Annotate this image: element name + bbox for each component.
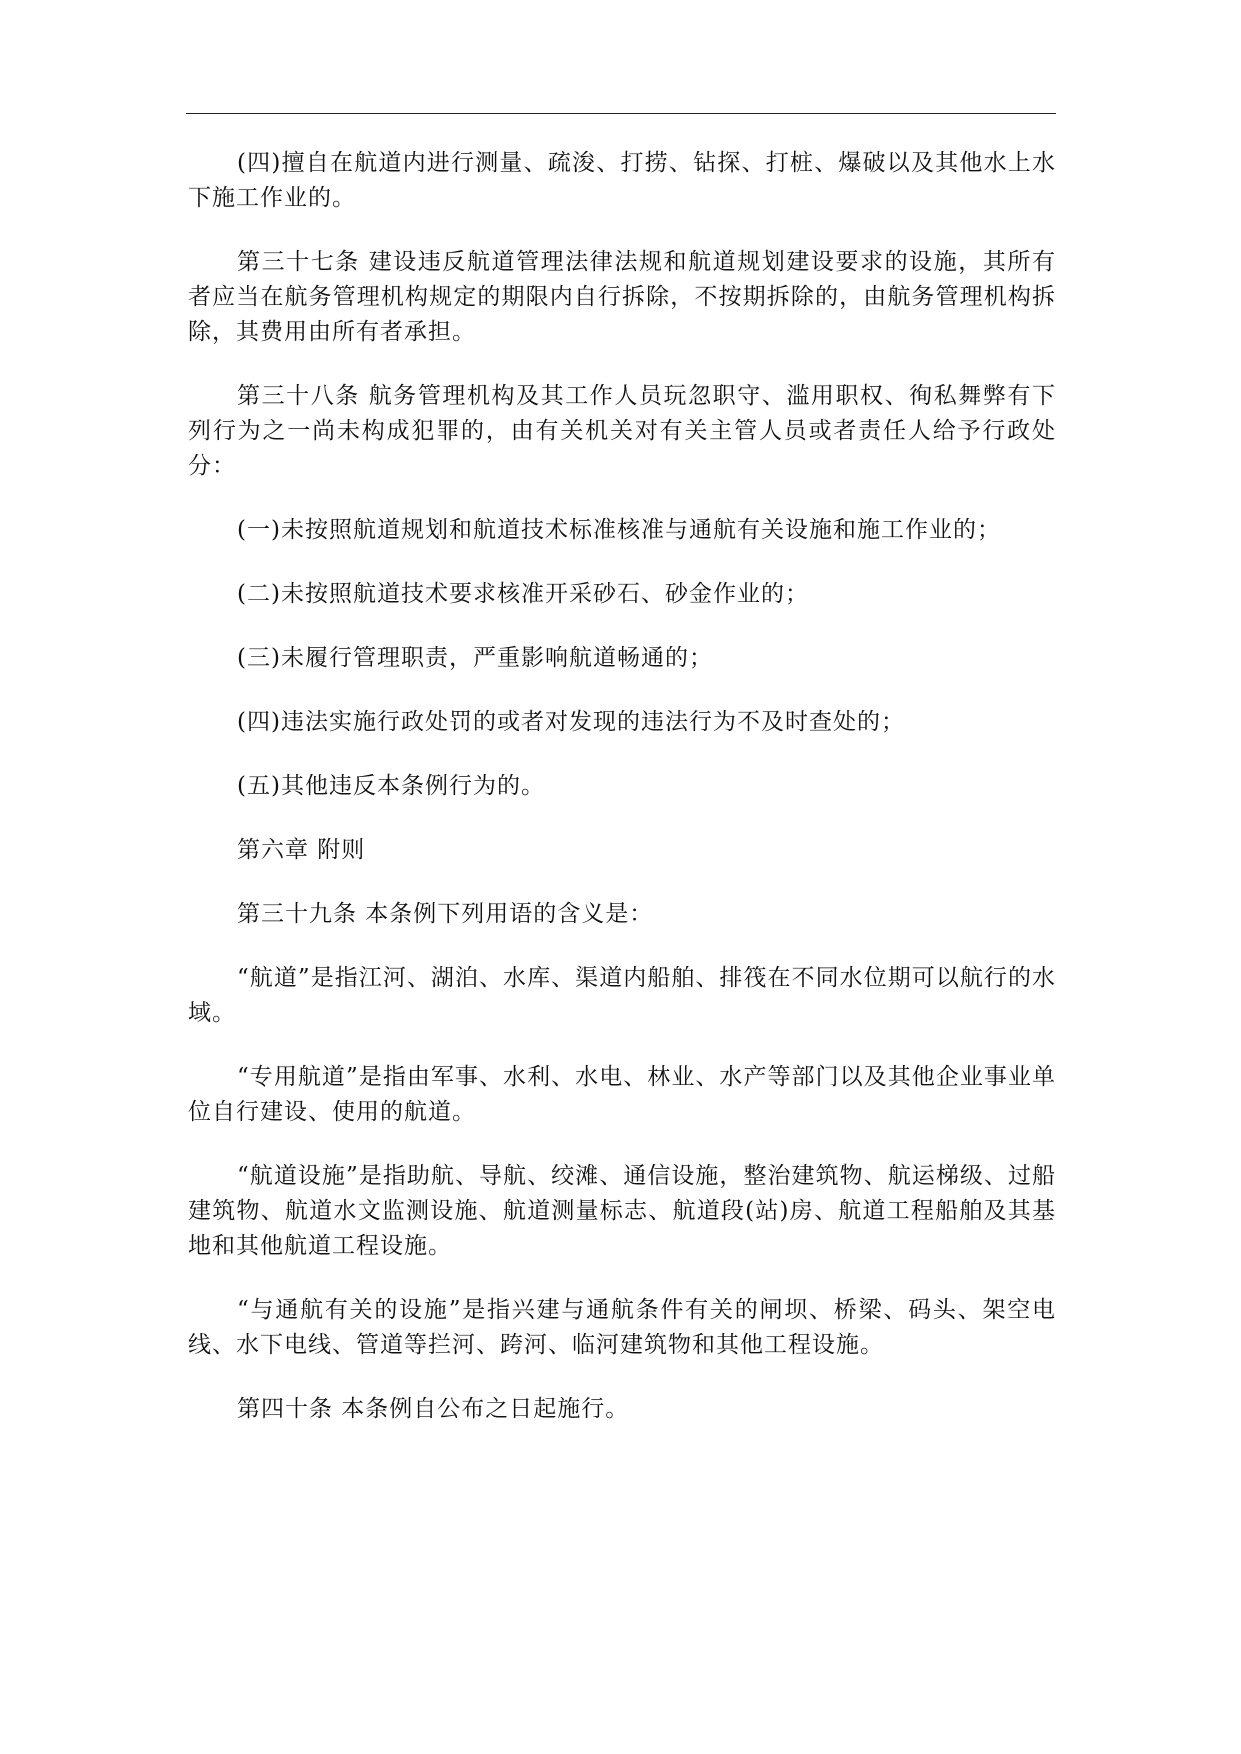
paragraph-article-39: 第三十九条 本条例下列用语的含义是： (237, 901, 654, 927)
paragraph-item-1: (一)未按照航道规划和航道技术标准核准与通航有关设施和施工作业的； (237, 517, 1001, 543)
definition-waterway: “航道”是指江河、湖泊、水库、渠道内船舶、排筏在不同水位期可以航行的水域。 (188, 965, 1056, 1026)
paragraph-item-3: (三)未履行管理职责，严重影响航道畅通的； (237, 645, 713, 671)
paragraph-item-2: (二)未按照航道技术要求核准开采砂石、砂金作业的； (237, 581, 809, 607)
definition-navigation-facilities: “与通航有关的设施”是指兴建与通航条件有关的闸坝、桥梁、码头、架空电线、水下电线、管道等拦河、跨河、临河建筑物和其他工程设施。 (188, 1297, 1056, 1358)
paragraph-item-5: (五)其他违反本条例行为的。 (237, 773, 545, 799)
paragraph-article-40: 第四十条 本条例自公布之日起施行。 (237, 1396, 630, 1422)
definition-special-waterway: “专用航道”是指由军事、水利、水电、林业、水产等部门以及其他企业事业单位自行建设、使用的航道。 (188, 1064, 1056, 1125)
paragraph-article-38: 第三十八条 航务管理机构及其工作人员玩忽职守、滥用职权、徇私舞弊有下列行为之一尚未构成犯罪的，由有关机关对有关主管人员或者责任人给予行政处分： (188, 383, 1056, 479)
definition-waterway-facilities: “航道设施”是指助航、导航、绞滩、通信设施，整治建筑物、航运梯级、过船建筑物、航道水文监测设施、航道测量标志、航道段(站)房、航道工程船舶及其基地和其他航道工程设施。 (188, 1163, 1056, 1259)
paragraph-article-37: 第三十七条 建设违反航道管理法律法规和航道规划建设要求的设施，其所有者应当在航务管理机构规定的期限内自行拆除，不按期拆除的，由航务管理机构拆除，其费用由所有者承担。 (188, 249, 1056, 345)
chapter-heading: 第六章 附则 (237, 837, 366, 863)
header-rule (186, 113, 1056, 114)
paragraph-item-4: (四)违法实施行政处罚的或者对发现的违法行为不及时查处的； (237, 709, 905, 735)
paragraph-item-4-construction: (四)擅自在航道内进行测量、疏浚、打捞、钻探、打桩、爆破以及其他水上水下施工作业的。 (188, 150, 1056, 211)
document-body (188, 146, 1056, 1456)
